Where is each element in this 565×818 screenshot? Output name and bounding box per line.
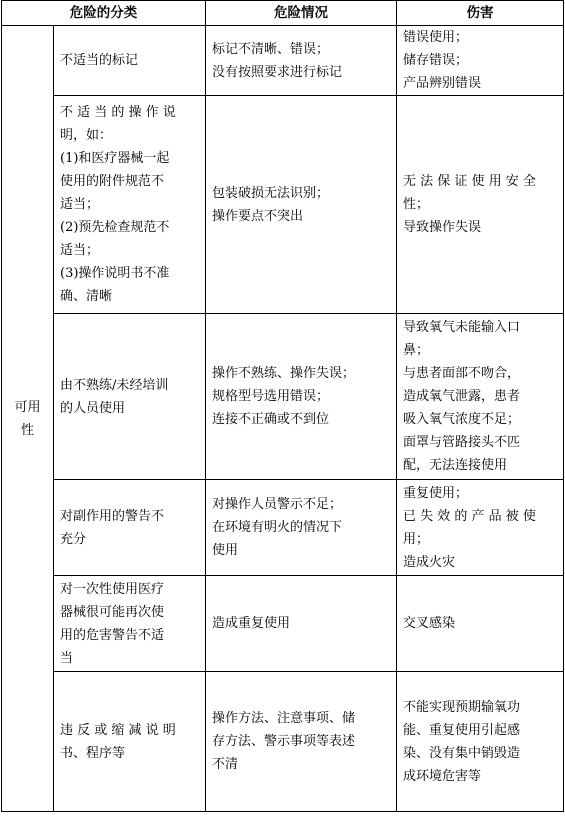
harm-text: 导致氧气未能输入口 bbox=[403, 320, 521, 335]
situation-text: 包装破损无法识别； bbox=[212, 185, 330, 201]
category-text: 对副作用的警告不 bbox=[60, 508, 165, 524]
harm-text: 能、重复使用引起感 bbox=[403, 722, 521, 738]
harm-text: 成环境危害等 bbox=[403, 768, 482, 784]
category-text: 适当； bbox=[60, 243, 100, 258]
harm-text: 性； bbox=[403, 197, 430, 212]
situation-text: 不清 bbox=[212, 757, 239, 772]
harm-text: 造成氧气泄露，患者 bbox=[403, 389, 521, 404]
situation-text: 使用 bbox=[212, 543, 239, 558]
header-category: 危险的分类 bbox=[2, 1, 206, 26]
harm-text: 错误使用； bbox=[403, 30, 469, 45]
category-text: 使用的附件规范不 bbox=[60, 174, 165, 189]
harm-text: 储存错误； bbox=[403, 53, 469, 68]
situation-text: 没有按照要求进行标记 bbox=[212, 64, 343, 80]
situation-cell bbox=[206, 576, 397, 672]
harm-cell bbox=[397, 672, 564, 812]
category-text: (2)预先检查规范不 bbox=[60, 220, 170, 235]
category-cell bbox=[54, 26, 206, 96]
harm-text: 吸入氧气浓度不足； bbox=[403, 412, 521, 427]
harm-cell bbox=[397, 26, 564, 96]
category-text: 对一次性使用医疗 bbox=[60, 581, 165, 597]
situation-text: 连接不正确或不到位 bbox=[212, 412, 330, 427]
header-row bbox=[2, 1, 564, 26]
harm-cell bbox=[397, 576, 564, 672]
situation-text: 规格型号选用错误； bbox=[212, 389, 330, 404]
situation-cell bbox=[206, 314, 397, 480]
situation-text: 操作要点不突出 bbox=[212, 208, 304, 224]
category-text: 确、清晰 bbox=[60, 289, 113, 304]
situation-text: 在环境有明火的情况下 bbox=[212, 520, 343, 535]
category-cell bbox=[54, 96, 206, 314]
category-text: (3)操作说明书不准 bbox=[60, 266, 170, 281]
situation-cell bbox=[206, 26, 397, 96]
category-text: (1)和医疗器械一起 bbox=[60, 151, 170, 166]
situation-cell bbox=[206, 480, 397, 576]
hazard-table bbox=[1, 0, 564, 812]
category-text: 书、程序等 bbox=[60, 745, 126, 761]
group-label: 性 bbox=[20, 422, 34, 438]
header-situation: 危险情况 bbox=[206, 1, 397, 26]
situation-text: 标记不清晰、错误； bbox=[212, 41, 330, 57]
category-text: 器械很可能再次使 bbox=[60, 604, 165, 620]
category-text: 不适当的标记 bbox=[60, 53, 139, 68]
situation-text: 操作不熟练、操作失误； bbox=[212, 366, 356, 381]
harm-text: 产品辨别错误 bbox=[403, 76, 482, 91]
table-row bbox=[2, 480, 564, 576]
situation-cell bbox=[206, 96, 397, 314]
harm-cell bbox=[397, 96, 564, 314]
harm-text: 交叉感染 bbox=[403, 616, 456, 631]
harm-text: 重复使用； bbox=[403, 485, 469, 501]
category-text: 充分 bbox=[60, 531, 87, 547]
table-row bbox=[2, 314, 564, 480]
category-text: 明，如： bbox=[60, 128, 113, 143]
harm-text: 已 失 效 的 产 品 被 使 bbox=[403, 508, 536, 524]
header-harm: 伤害 bbox=[397, 1, 564, 26]
table-body bbox=[2, 26, 564, 812]
harm-text: 染、没有集中销毁造 bbox=[403, 745, 521, 761]
table-row bbox=[2, 96, 564, 314]
harm-text: 用； bbox=[403, 531, 430, 547]
table-row bbox=[2, 576, 564, 672]
harm-text: 面罩与管路接头不匹 bbox=[403, 435, 521, 450]
category-text: 用的危害警告不适 bbox=[60, 627, 165, 643]
situation-text: 造成重复使用 bbox=[212, 616, 291, 631]
category-text: 的人员使用 bbox=[60, 400, 126, 416]
situation-cell bbox=[206, 672, 397, 812]
harm-text: 与患者面部不吻合， bbox=[403, 366, 521, 381]
category-text: 当 bbox=[60, 650, 74, 666]
category-text: 违 反 或 缩 减 说 明 bbox=[60, 722, 176, 738]
situation-text: 对操作人员警示不足； bbox=[212, 497, 343, 512]
category-cell bbox=[54, 672, 206, 812]
category-cell bbox=[54, 576, 206, 672]
harm-text: 配，无法连接使用 bbox=[403, 458, 508, 473]
harm-text: 不能实现预期输氧功 bbox=[403, 699, 521, 715]
table-row bbox=[2, 26, 564, 96]
harm-cell bbox=[397, 480, 564, 576]
group-label-cell bbox=[2, 26, 54, 812]
harm-text: 造成火灾 bbox=[403, 554, 456, 570]
harm-text: 无 法 保 证 使 用 安 全 bbox=[403, 174, 536, 189]
situation-text: 存方法、警示事项等表述 bbox=[212, 734, 356, 749]
category-cell bbox=[54, 480, 206, 576]
situation-text: 操作方法、注意事项、储 bbox=[212, 711, 356, 726]
category-text: 由不熟练/未经培训 bbox=[60, 377, 169, 393]
category-cell bbox=[54, 314, 206, 480]
harm-text: 鼻； bbox=[403, 343, 430, 358]
group-label: 可用 bbox=[14, 399, 41, 415]
table-row bbox=[2, 672, 564, 812]
category-text: 适当； bbox=[60, 197, 100, 212]
harm-text: 导致操作失误 bbox=[403, 220, 482, 235]
harm-cell bbox=[397, 314, 564, 480]
category-text: 不 适 当 的 操 作 说 bbox=[60, 105, 176, 120]
